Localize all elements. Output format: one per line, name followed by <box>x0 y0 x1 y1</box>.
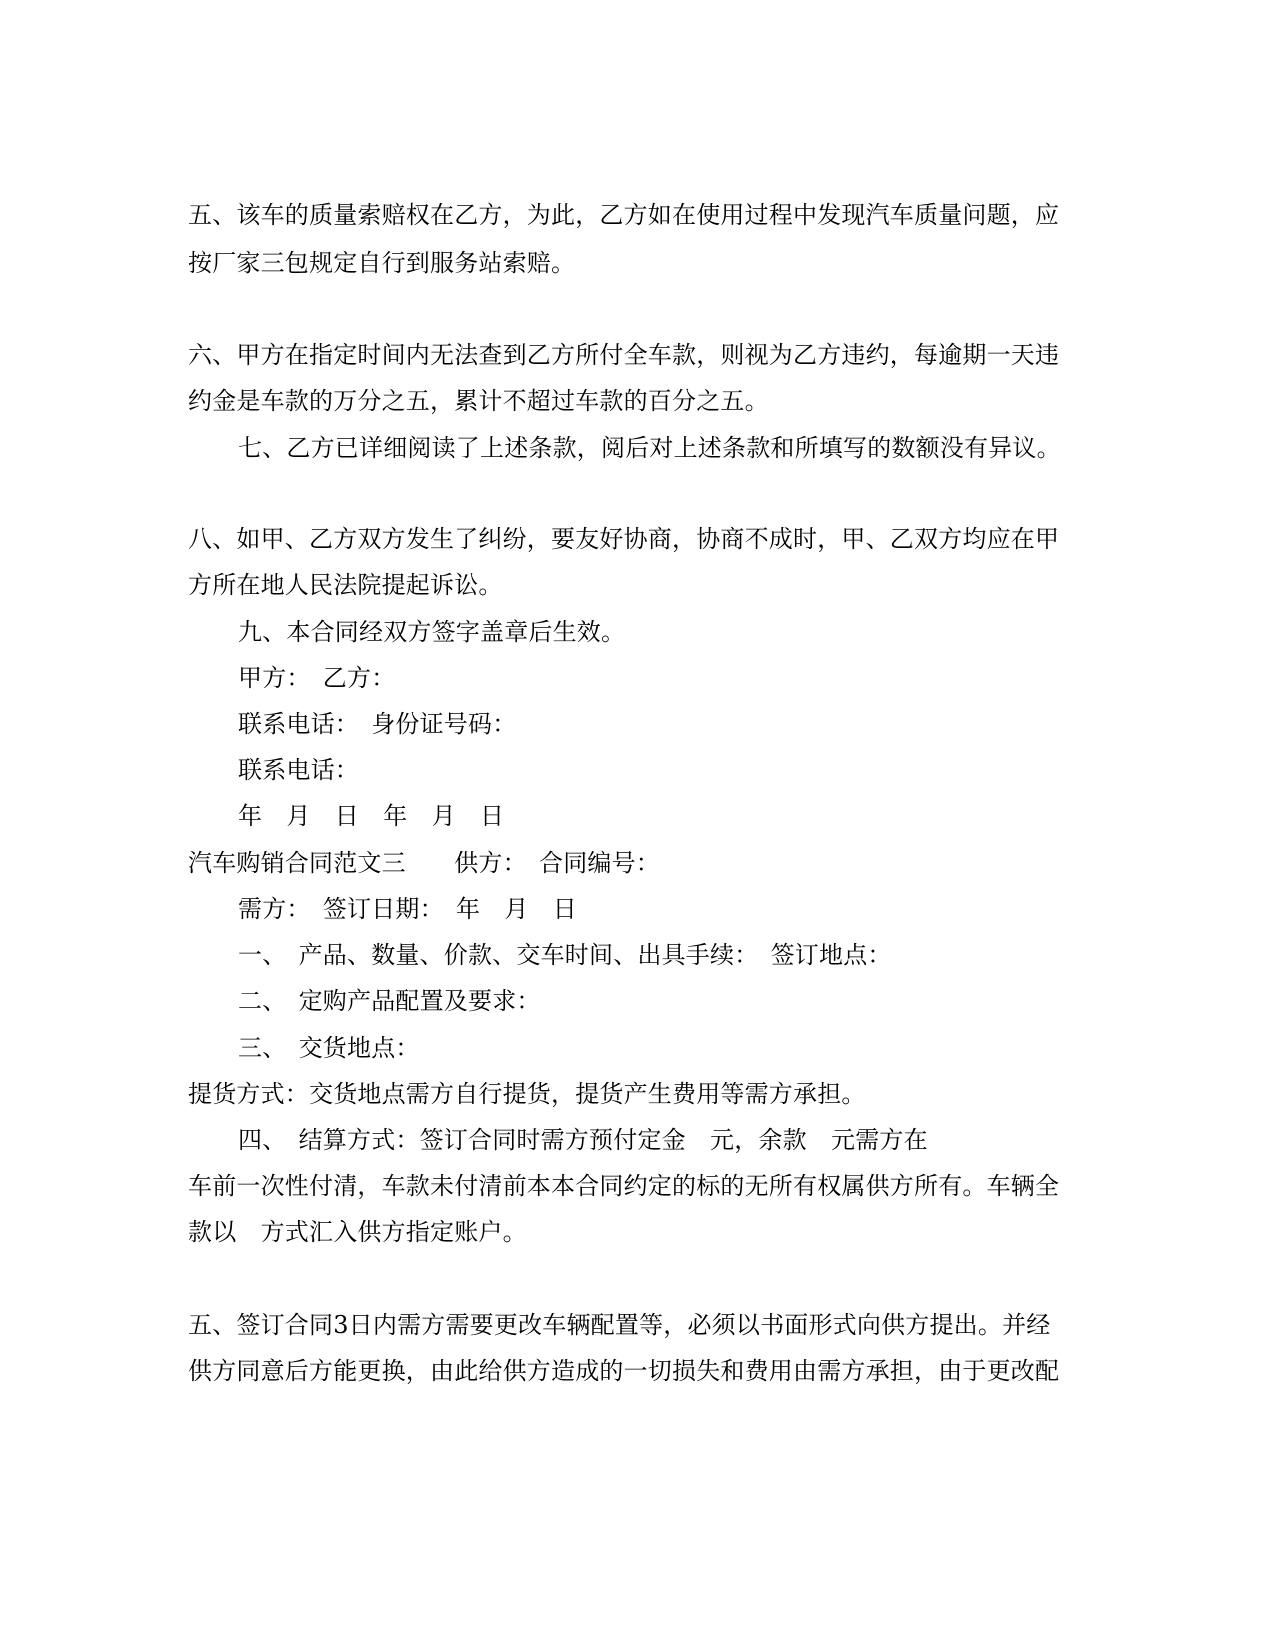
contact-line: 联系电话： <box>238 756 359 784</box>
party-signature-line: 甲方： 乙方： <box>238 664 396 692</box>
buyer-sign-date-line: 需方： 签订日期： 年 月 日 <box>238 895 577 923</box>
clause-9: 九、本合同经双方签字盖章后生效。 <box>238 618 626 646</box>
section-3: 三、 交货地点： <box>238 1034 420 1062</box>
clause-5-line-1: 五、该车的质量索赔权在乙方，为此，乙方如在使用过程中发现汽车质量问题，应 <box>188 201 1060 229</box>
date-line: 年 月 日 年 月 日 <box>238 802 505 830</box>
clause-7: 七、乙方已详细阅读了上述条款，阅后对上述条款和所填写的数额没有异议。 <box>238 434 1061 462</box>
pickup-method: 提货方式：交货地点需方自行提货，提货产生费用等需方承担。 <box>188 1080 866 1108</box>
clause-8-line-2: 方所在地人民法院提起诉讼。 <box>188 571 503 599</box>
section-4-line-3: 款以 方式汇入供方指定账户。 <box>188 1218 527 1246</box>
section-1: 一、 产品、数量、价款、交车时间、出具手续： 签订地点： <box>238 941 892 969</box>
section-5-line-1: 五、签订合同3日内需方需要更改车辆配置等，必须以书面形式向供方提出。并经 <box>188 1311 1051 1339</box>
contract-three-header: 汽车购销合同范文三 供方： 合同编号： <box>188 849 660 877</box>
contact-id-line: 联系电话： 身份证号码： <box>238 710 517 738</box>
clause-6-line-2: 约金是车款的万分之五，累计不超过车款的百分之五。 <box>188 387 769 415</box>
clause-6-line-1: 六、甲方在指定时间内无法查到乙方所付全车款，则视为乙方违约，每逾期一天违 <box>188 341 1060 369</box>
clause-5-line-2: 按厂家三包规定自行到服务站索赔。 <box>188 249 576 277</box>
section-4-line-1: 四、 结算方式：签订合同时需方预付定金 元，余款 元需方在 <box>238 1126 928 1154</box>
section-2: 二、 定购产品配置及要求： <box>238 987 541 1015</box>
section-5-line-2: 供方同意后方能更换，由此给供方造成的一切损失和费用由需方承担，由于更改配 <box>188 1357 1060 1385</box>
clause-8-line-1: 八、如甲、乙方双方发生了纠纷，要友好协商，协商不成时，甲、乙双方均应在甲 <box>188 525 1060 553</box>
section-4-line-2: 车前一次性付清，车款未付清前本本合同约定的标的无所有权属供方所有。车辆全 <box>188 1172 1060 1200</box>
